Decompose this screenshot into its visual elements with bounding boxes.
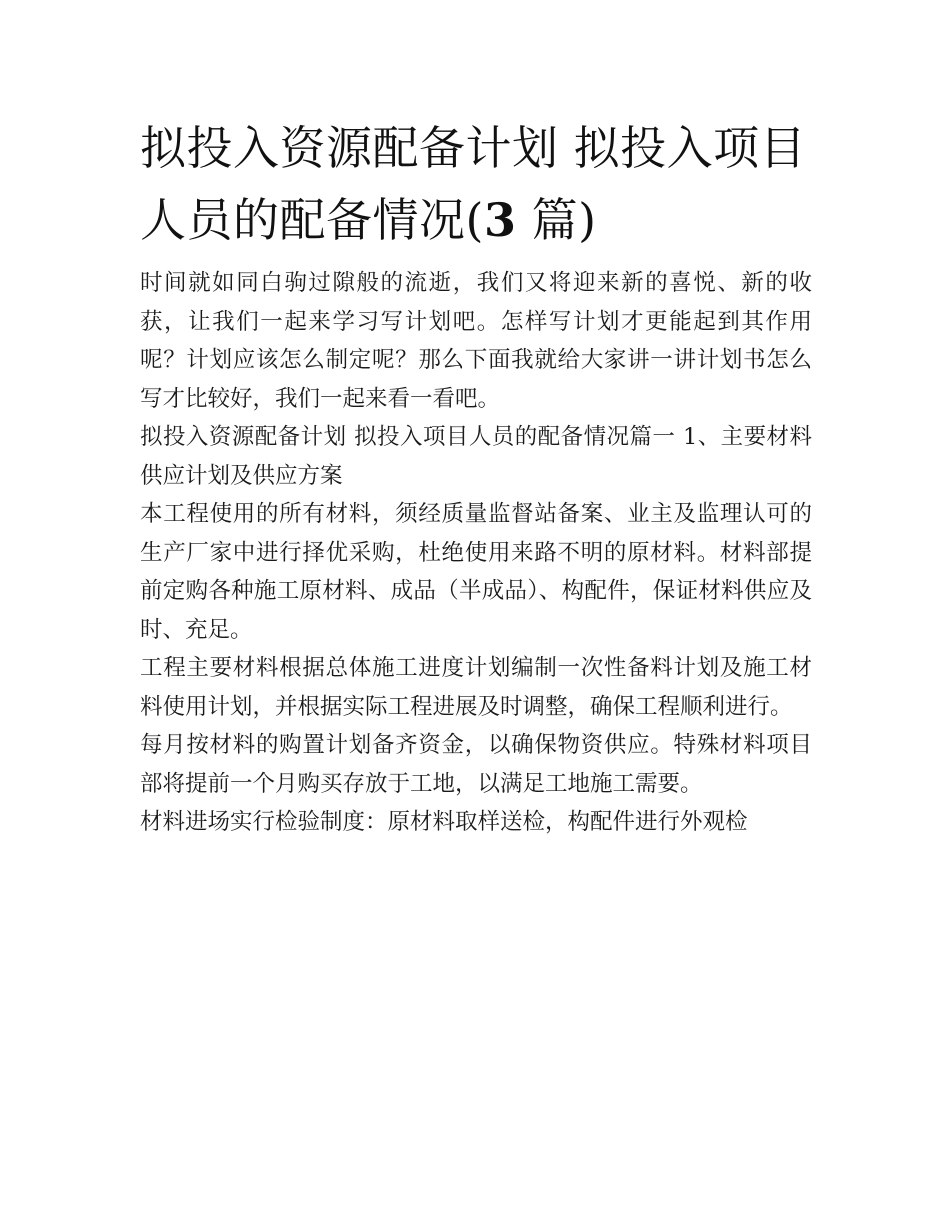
title-text: 拟投入资源配备计划 拟投入项目人员的配备情况( [140, 121, 807, 247]
title-count: 3 [483, 193, 517, 247]
document-title [140, 112, 812, 256]
paragraph-section-heading: 拟投入资源配备计划 拟投入项目人员的配备情况篇一 1、主要材料供应计划及供应方案 [140, 424, 812, 489]
paragraph-materials-sourcing: 本工程使用的所有材料，须经质量监督站备案、业主及监理认可的生产厂家中进行择优采购，杜绝使用来路不明的原材料。材料部提前定购各种施工原材料、成品（半成品）、构配件，保证材料供应及时、充足。 [140, 501, 812, 643]
paragraph-funding: 每月按材料的购置计划备齐资金，以确保物资供应。特殊材料项目部将提前一个月购买存放于工地，以满足工地施工需要。 [140, 732, 812, 797]
paragraph-inspection: 材料进场实行检验制度：原材料取样送检，构配件进行外观检 [140, 809, 748, 835]
title-suffix: 篇) [516, 193, 597, 247]
paragraph-materials-plan: 工程主要材料根据总体施工进度计划编制一次性备料计划及施工材料使用计划，并根据实际工程进展及时调整，确保工程顺利进行。 [140, 655, 812, 720]
document-body [140, 112, 812, 842]
paragraph-intro: 时间就如同白驹过隙般的流逝，我们又将迎来新的喜悦、新的收获，让我们一起来学习写计划吧。怎样写计划才更能起到其作用呢？计划应该怎么制定呢？那么下面我就给大家讲一讲计划书怎么写才比较好，我们一起来看一看吧。 [140, 270, 812, 412]
